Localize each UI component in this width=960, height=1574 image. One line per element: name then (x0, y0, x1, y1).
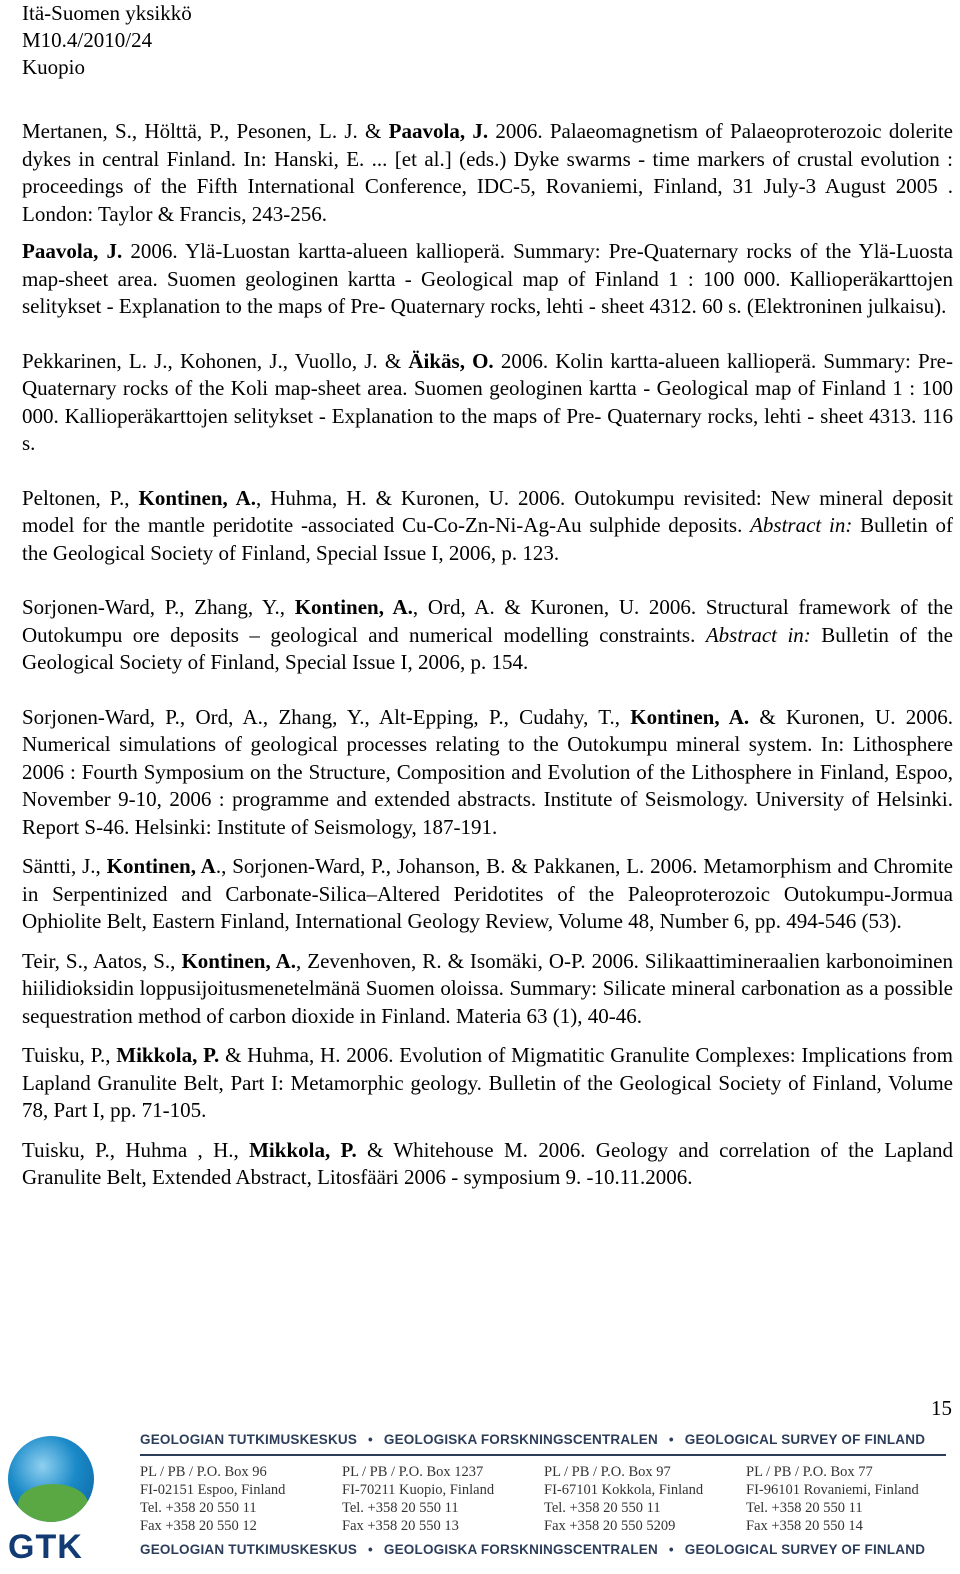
author-highlight: Kontinen, A. (294, 595, 413, 619)
survey-name-en: GEOLOGICAL SURVEY OF FINLAND (684, 1432, 926, 1447)
reference-text: Teir, S., Aatos, S., (22, 948, 182, 973)
office-box: PL / PB / P.O. Box 96 (140, 1464, 267, 1480)
office-fax: Fax +358 20 550 14 (746, 1518, 863, 1534)
reference-entry (22, 704, 953, 842)
office-tel: Tel. +358 20 550 11 (342, 1500, 459, 1516)
author-highlight: Mikkola, P. (249, 1137, 357, 1162)
reference-text: , Ord, A. & Kuronen, U. 2006. Structural framework of the Outokumpu ore deposits – geological and numerical modelling constraints. (22, 595, 954, 647)
reference-text: 2006. Palaeomagnetism of Palaeoproterozoic dolerite dykes in central Finland. In: Hanski, E. ... [et al.] (eds.) Dyke swarms - time markers of crustal evolution : proceedings of the Fifth International Conference, IDC-5, Rovaniemi, Finland, 31 July-3 August 2005 . London: Taylor & Francis, 243-256. (22, 119, 954, 226)
office-box: PL / PB / P.O. Box 77 (746, 1464, 873, 1480)
italic-label: Abstract in: (750, 513, 853, 537)
office-box: PL / PB / P.O. Box 97 (544, 1464, 671, 1480)
office-city: FI-96101 Rovaniemi, Finland (746, 1482, 919, 1498)
office-espoo (140, 1463, 342, 1535)
reference-text: Bulletin of the Geological Society of Finland, Special Issue I, 2006, p. 154. (22, 622, 953, 674)
survey-name-fi: GEOLOGIAN TUTKIMUSKESKUS (140, 1432, 358, 1447)
gtk-logo (8, 1436, 98, 1566)
author-highlight: Äikäs, O. (408, 348, 494, 373)
office-city: FI-70211 Kuopio, Finland (342, 1482, 495, 1498)
reference-text: , Zevenhoven, R. & Isomäki, O-P. 2006. Silikaattimineraalien karbonoiminen hiilidioksidin loppusijoitusmenetelmänä Suomen oloissa. Summary: Silicate mineral carbonation as a possible sequestration method of carbon dioxide in Finland. Materia 63 (1), 40-46. (22, 948, 953, 1028)
reference-list (22, 118, 953, 1192)
office-city: FI-67101 Kokkola, Finland (544, 1482, 704, 1498)
document-header (22, 0, 192, 81)
globe-icon (8, 1436, 94, 1522)
header-unit: Itä-Suomen yksikkö (22, 1, 192, 25)
reference-entry (22, 1042, 953, 1125)
italic-label: Abstract in: (705, 622, 811, 647)
office-addresses (140, 1463, 950, 1535)
reference-text: Tuisku, P., (22, 1043, 117, 1067)
reference-text: ., Sorjonen-Ward, P., Johanson, B. & Pakkanen, L. 2006. Metamorphism and Chromite in Serpentinized and Carbonate-Silica–Altered Peridotites of the Paleoproterozoic Outokumpu-Jormua Ophiolite Belt, Eastern Finland, International Geology Review, Volume 48, Number 6, pp. 494-546 (53). (22, 854, 953, 933)
reference-entry (22, 1137, 953, 1192)
reference-entry (22, 853, 953, 936)
reference-text: Sorjonen-Ward, P., Ord, A., Zhang, Y., Alt-Epping, P., Cudahy, T., (22, 704, 631, 729)
author-highlight: Kontinen, A. (138, 485, 257, 510)
reference-text: Pekkarinen, L. J., Kohonen, J., Vuollo, J. & (22, 348, 409, 373)
author-highlight: Kontinen, A (106, 854, 216, 878)
office-kokkola (544, 1463, 746, 1535)
reference-entry (22, 485, 953, 568)
office-fax: Fax +358 20 550 12 (140, 1518, 257, 1534)
reference-entry (22, 348, 953, 458)
reference-text: Sorjonen-Ward, P., Zhang, Y., (22, 595, 295, 619)
office-tel: Tel. +358 20 550 11 (746, 1500, 863, 1516)
author-highlight: Kontinen, A. (181, 948, 296, 973)
reference-text: & Kuronen, U. 2006. Numerical simulations of geological processes relating to the Outokumpu mineral system. In: Lithosphere 2006 : Fourth Symposium on the Structure, Composition and Evolution of the Lithosphere in Finland, Espoo, November 9-10, 2006 : programme and extended abstracts. Institute of Seismology. University of Helsinki. Report S-46. Helsinki: Institute of Seismology, 187-191. (22, 704, 954, 839)
office-tel: Tel. +358 20 550 11 (140, 1500, 257, 1516)
office-city: FI-02151 Espoo, Finland (140, 1482, 286, 1498)
office-tel: Tel. +358 20 550 11 (544, 1500, 661, 1516)
reference-text: Bulletin of the Geological Society of Finland, Special Issue I, 2006, p. 123. (22, 513, 953, 565)
survey-name-sv: GEOLOGISKA FORSKNINGSCENTRALEN (383, 1432, 658, 1447)
survey-name-bar (140, 1432, 946, 1456)
reference-text: 2006. Kolin kartta-alueen kallioperä. Summary: Pre-Quaternary rocks of the Koli map-sheet area. Suomen geologinen kartta - Geological map of Finland 1 : 100 000. Kallioperäkarttojen selitykset - Explanation to the maps of Pre- Quaternary rocks, lehti - sheet 4313. 116 s. (22, 348, 953, 455)
reference-entry (22, 118, 953, 228)
survey-name-bar-footer (140, 1542, 946, 1564)
author-highlight: Kontinen, A. (630, 704, 750, 729)
reference-entry (22, 948, 953, 1031)
survey-name-fi: GEOLOGIAN TUTKIMUSKESKUS (140, 1542, 358, 1557)
survey-name-en: GEOLOGICAL SURVEY OF FINLAND (684, 1542, 926, 1557)
survey-name-sv: GEOLOGISKA FORSKNINGSCENTRALEN (383, 1542, 658, 1557)
header-location: Kuopio (22, 55, 85, 79)
author-highlight: Paavola, J. (22, 239, 123, 263)
header-code: M10.4/2010/24 (22, 28, 153, 52)
reference-text: Mertanen, S., Hölttä, P., Pesonen, L. J. & (22, 119, 389, 143)
separator-dot: • (668, 1542, 674, 1557)
reference-text: & Huhma, H. 2006. Evolution of Migmatitic Granulite Complexes: Implications from Lapland Granulite Belt, Part I: Metamorphic geology. Bulletin of the Geological Society of Finland, Volume 78, Part I, pp. 71-105. (22, 1043, 953, 1122)
author-highlight: Paavola, J. (388, 119, 489, 143)
reference-text: Tuisku, P., Huhma , H., (22, 1137, 250, 1162)
reference-text: 2006. Ylä-Luostan kartta-alueen kallioperä. Summary: Pre-Quaternary rocks of the Ylä-Luosta map-sheet area. Suomen geologinen kartta - Geological map of Finland 1 : 100 000. Kallioperäkarttojen selitykset - Explanation to the maps of Pre- Quaternary rocks, lehti - sheet 4312. 60 s. (Elektroninen julkaisu). (22, 239, 954, 318)
separator-dot: • (368, 1542, 373, 1557)
separator-dot: • (368, 1432, 373, 1447)
logo-text: GTK (8, 1528, 83, 1566)
reference-text: Säntti, J., (22, 854, 107, 878)
page-number: 15 (931, 1396, 952, 1420)
office-fax: Fax +358 20 550 5209 (544, 1518, 676, 1534)
reference-text: , Huhma, H. & Kuronen, U. 2006. Outokumpu revisited: New mineral deposit model for the mantle peridotite -associated Cu-Co-Zn-Ni-Ag-Au sulphide deposits. (22, 485, 953, 537)
reference-text: & Whitehouse M. 2006. Geology and correlation of the Lapland Granulite Belt, Extended Abstract, Litosfääri 2006 - symposium 9. -10.11.2006. (22, 1137, 954, 1189)
office-fax: Fax +358 20 550 13 (342, 1518, 459, 1534)
reference-text: Peltonen, P., (22, 485, 139, 510)
author-highlight: Mikkola, P. (116, 1043, 220, 1067)
office-box: PL / PB / P.O. Box 1237 (342, 1464, 484, 1480)
reference-entry (22, 594, 953, 677)
separator-dot: • (668, 1432, 674, 1447)
reference-entry (22, 238, 953, 321)
office-rovaniemi (746, 1463, 948, 1535)
office-kuopio (342, 1463, 544, 1535)
